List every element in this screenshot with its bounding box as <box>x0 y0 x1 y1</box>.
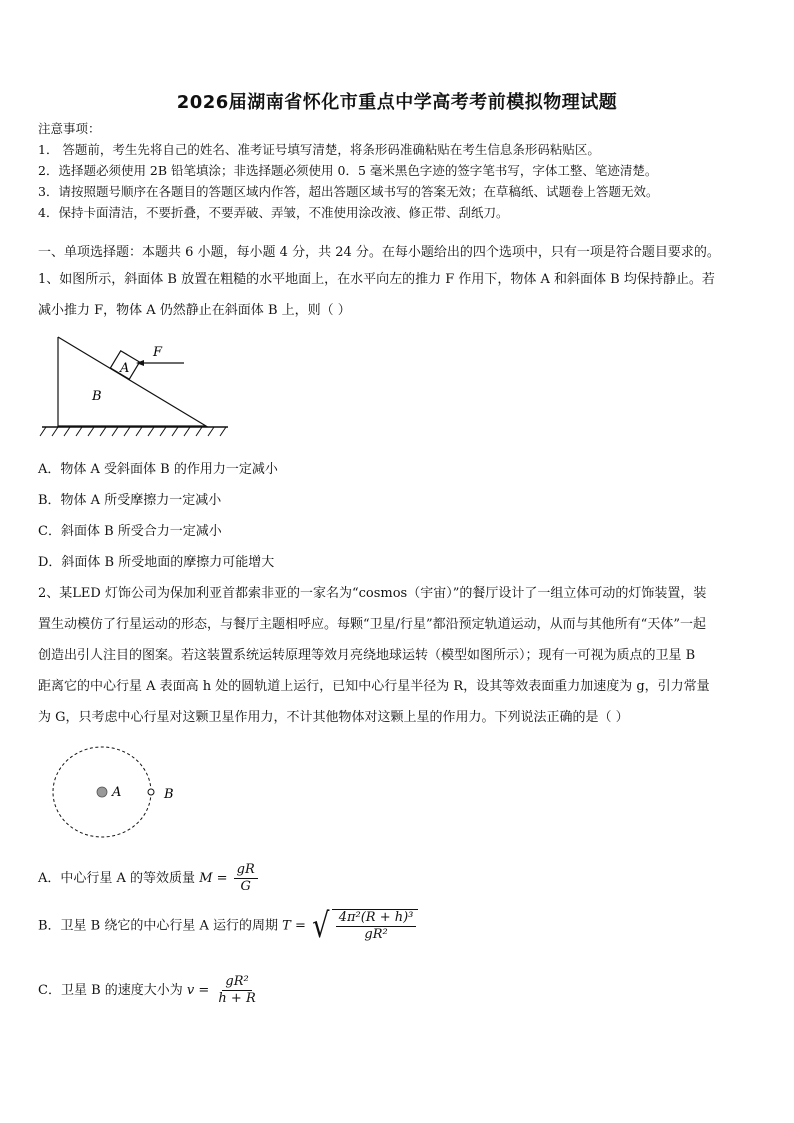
formula-lhs: M = <box>199 871 228 886</box>
wedge-b-label: B <box>92 389 102 404</box>
fraction-numerator: 4π²(R + h)³ <box>336 910 417 927</box>
square-root <box>310 906 418 946</box>
q1-stem-line-2: 减小推力 F，物体 A 仍然静止在斜面体 B 上，则（ ） <box>38 303 351 318</box>
center-planet-a <box>97 787 107 797</box>
notice-item-1: 1． 答题前，考生先将自己的姓名、准考证号填写清楚，将条形码准确粘贴在考生信息条形码粘贴区。 <box>38 142 600 157</box>
fraction <box>336 910 417 943</box>
ground-hatching <box>40 427 228 436</box>
q1-stem-line-1: 1、如图所示，斜面体 B 放置在粗糙的水平地面上，在水平向左的推力 F 作用下，物体 A 和斜面体 B 均保持静止。若 <box>38 272 715 287</box>
fraction <box>234 862 258 895</box>
notice-item-2: 2．选择题必须使用 2B 铅笔填涂；非选择题必须使用 0．5 毫米黑色字迹的签字笔书写，字体工整、笔迹清楚。 <box>38 163 658 178</box>
block-a-label: A <box>120 361 130 376</box>
q1-option-b: B．物体 A 所受摩擦力一定减小 <box>38 493 222 508</box>
satellite-b <box>148 789 154 795</box>
q2-option-c-formula <box>187 974 261 1007</box>
wedge-b <box>58 337 206 426</box>
q2-option-b-formula <box>282 906 418 946</box>
q1-option-c: C．斜面体 B 所受合力一定减小 <box>38 524 222 539</box>
section-heading: 一、单项选择题：本题共 6 小题，每小题 4 分，共 24 分。在每小题给出的四个选项中，只有一项是符合题目要求的。 <box>38 245 720 260</box>
notice-item-4: 4．保持卡面清洁，不要折叠，不要弄破、弄皱，不准使用涂改液、修正带、刮纸刀。 <box>38 205 509 220</box>
fraction-numerator: gR² <box>222 974 251 991</box>
radical-sign-icon: √ <box>312 906 330 946</box>
q1-incline-figure <box>36 332 236 442</box>
notice-item-3: 3．请按照题号顺序在各题目的答题区域内作答，超出答题区域书写的答案无效；在草稿纸、试题卷上答题无效。 <box>38 184 659 199</box>
page-title: 2026届湖南省怀化市重点中学高考考前模拟物理试题 <box>176 92 618 113</box>
q2-orbit-figure <box>48 746 188 842</box>
q2-stem-line-2: 置生动模仿了行星运动的形态，与餐厅主题相呼应。每颗“卫星/行星”都沿预定轨道运动，从而与其他所有“天体”一起 <box>38 617 706 632</box>
formula-lhs: T = <box>282 918 306 934</box>
radicand <box>332 909 419 943</box>
q2-stem-line-1: 2、某LED 灯饰公司为保加利亚首都索非亚的一家名为“cosmos（宇宙）”的餐厅设计了一组立体可动的灯饰装置，装 <box>38 586 707 601</box>
fraction <box>215 974 258 1007</box>
q2-option-b-text: B．卫星 B 绕它的中心行星 A 运行的周期 <box>38 918 279 934</box>
q2-option-a <box>38 862 260 895</box>
q2-stem-line-4: 距离它的中心行星 A 表面高 h 处的圆轨道上运行，已知中心行星半径为 R，设其等效表面重力加速度为 g，引力常量 <box>38 679 710 694</box>
fraction-denominator: gR² <box>364 927 388 942</box>
center-planet-label: A <box>112 785 122 800</box>
q1-option-a: A．物体 A 受斜面体 B 的作用力一定减小 <box>38 462 278 477</box>
q2-stem-line-3: 创造出引人注目的图案。若这装置系统运转原理等效月亮绕地球运转（模型如图所示）；现有一可视为质点的卫星 B <box>38 648 696 663</box>
fraction-denominator: G <box>240 879 251 894</box>
satellite-label: B <box>164 787 174 802</box>
force-f-label: F <box>153 345 163 360</box>
q2-option-b <box>38 906 418 946</box>
fraction-numerator: gR <box>234 862 258 879</box>
fraction-denominator: h + R <box>218 991 256 1006</box>
force-arrow <box>136 360 184 366</box>
q2-stem-line-5: 为 G，只考虑中心行星对这颗卫星作用力，不计其他物体对这颗上星的作用力。下列说法正确的是（ ） <box>38 710 629 725</box>
q1-option-d: D．斜面体 B 所受地面的摩擦力可能增大 <box>38 555 275 570</box>
q2-option-a-formula <box>199 862 260 895</box>
q2-option-a-text: A．中心行星 A 的等效质量 <box>38 871 196 886</box>
formula-lhs: v = <box>186 983 210 998</box>
notice-heading: 注意事项： <box>38 121 101 136</box>
q2-option-c-text: C．卫星 B 的速度大小为 <box>38 983 183 998</box>
q2-option-c <box>38 974 261 1007</box>
